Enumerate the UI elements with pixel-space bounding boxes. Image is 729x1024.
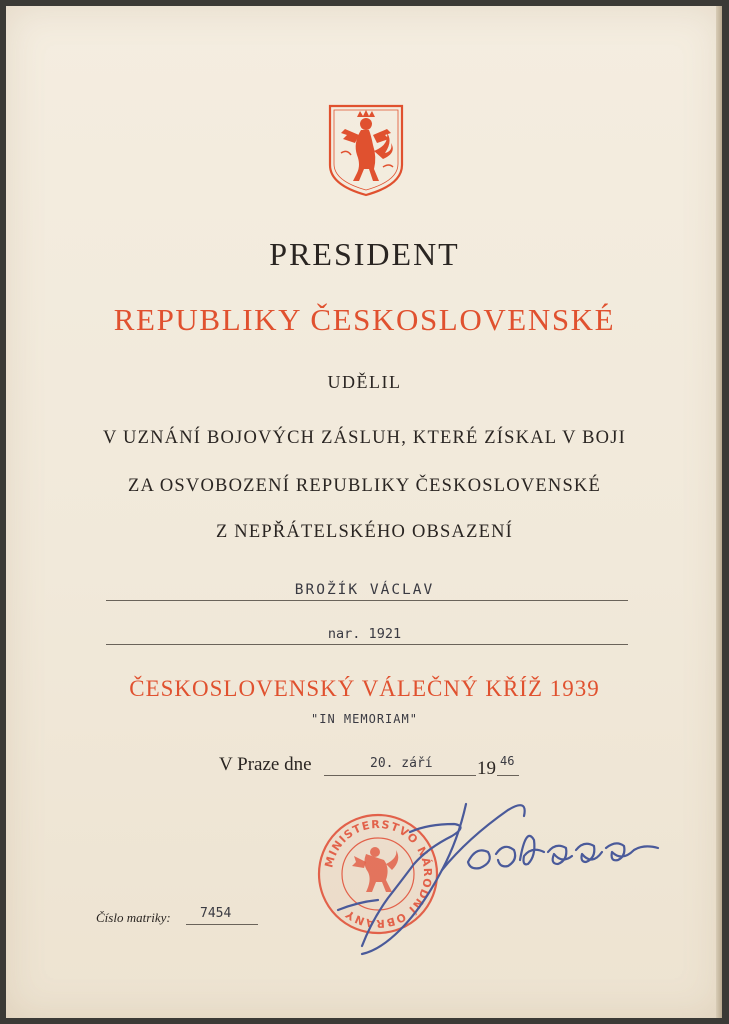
place-label: V Praze dne [219,754,312,775]
citation-line-1: V UZNÁNÍ BOJOVÝCH ZÁSLUH, KTERÉ ZÍSKAL V BOJI [102,428,626,448]
stamp-text: MINISTERSTVO NÁRODNÍ OBRANY [322,817,435,931]
registry-number: 7454 [200,906,232,921]
registry-underline [186,924,258,925]
registry-label: Číslo matriky: [96,910,171,925]
citation-line-3: Z NEPŘÁTELSKÉHO OBSAZENÍ [215,522,514,542]
recipient-name: BROŽÍK VÁCLAV [294,582,435,598]
bohemian-lion-coat-of-arms-icon [327,103,405,198]
year-prefix: 19 [477,758,496,779]
award-note: "IN MEMORIAM" [311,712,418,726]
name-underline [106,600,628,601]
birth-underline [106,644,628,645]
heading-president: PRESIDENT [269,236,460,272]
year-suffix: 46 [500,754,515,768]
year-underline [497,775,519,776]
date-underline [324,775,476,776]
date-day-month: 20. září [370,756,433,771]
citation-line-2: ZA OSVOBOZENÍ REPUBLIKY ČESKOSLOVENSKÉ [128,476,601,496]
verb-awarded: UDĚLIL [327,372,402,392]
birth-year: nar. 1921 [327,626,402,642]
paper-edge [716,6,722,1018]
award-title: ČESKOSLOVENSKÝ VÁLEČNÝ KŘÍŽ 1939 [129,676,600,701]
signature [318,790,678,970]
heading-republic: REPUBLIKY ČESKOSLOVENSKÉ [113,302,616,337]
